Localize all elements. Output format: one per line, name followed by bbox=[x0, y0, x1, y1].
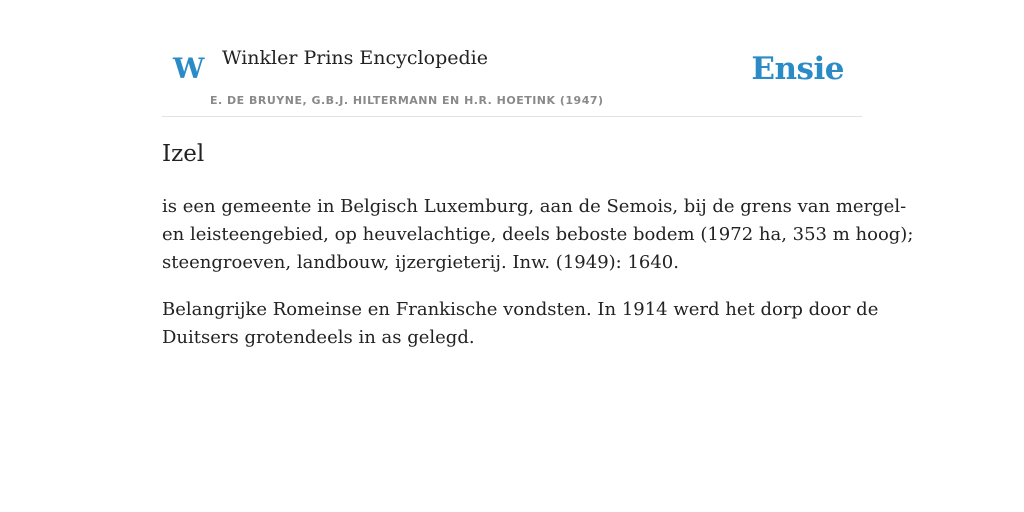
site-header bbox=[162, 0, 862, 117]
paragraph-line: en leisteengebied, op heuvelachtige, deels beboste bodem (1972 ha, 353 m hoog); bbox=[162, 224, 914, 245]
article-paragraph bbox=[162, 193, 914, 277]
paragraph-line: is een gemeente in Belgisch Luxemburg, aan de Semois, bij de grens van mergel- bbox=[162, 196, 907, 217]
paragraph-line: Duitsers grotendeels in as gelegd. bbox=[162, 327, 475, 348]
paragraph-line: Belangrijke Romeinse en Frankische vondsten. In 1914 werd het dorp door de bbox=[162, 299, 879, 320]
encyclopedia-title[interactable]: Winkler Prins Encyclopedie bbox=[222, 47, 488, 69]
article-headword: Izel bbox=[162, 141, 205, 167]
encyclopedia-authors: E. DE BRUYNE, G.B.J. HILTERMANN EN H.R. HOETINK (1947) bbox=[210, 94, 604, 107]
paragraph-line: steengroeven, landbouw, ijzergieterij. Inw. (1949): 1640. bbox=[162, 252, 679, 273]
ensie-brand-logo[interactable]: Ensie bbox=[751, 51, 844, 87]
article-paragraph bbox=[162, 296, 879, 352]
winkler-prins-logo[interactable]: W bbox=[173, 52, 205, 85]
article bbox=[162, 138, 914, 352]
